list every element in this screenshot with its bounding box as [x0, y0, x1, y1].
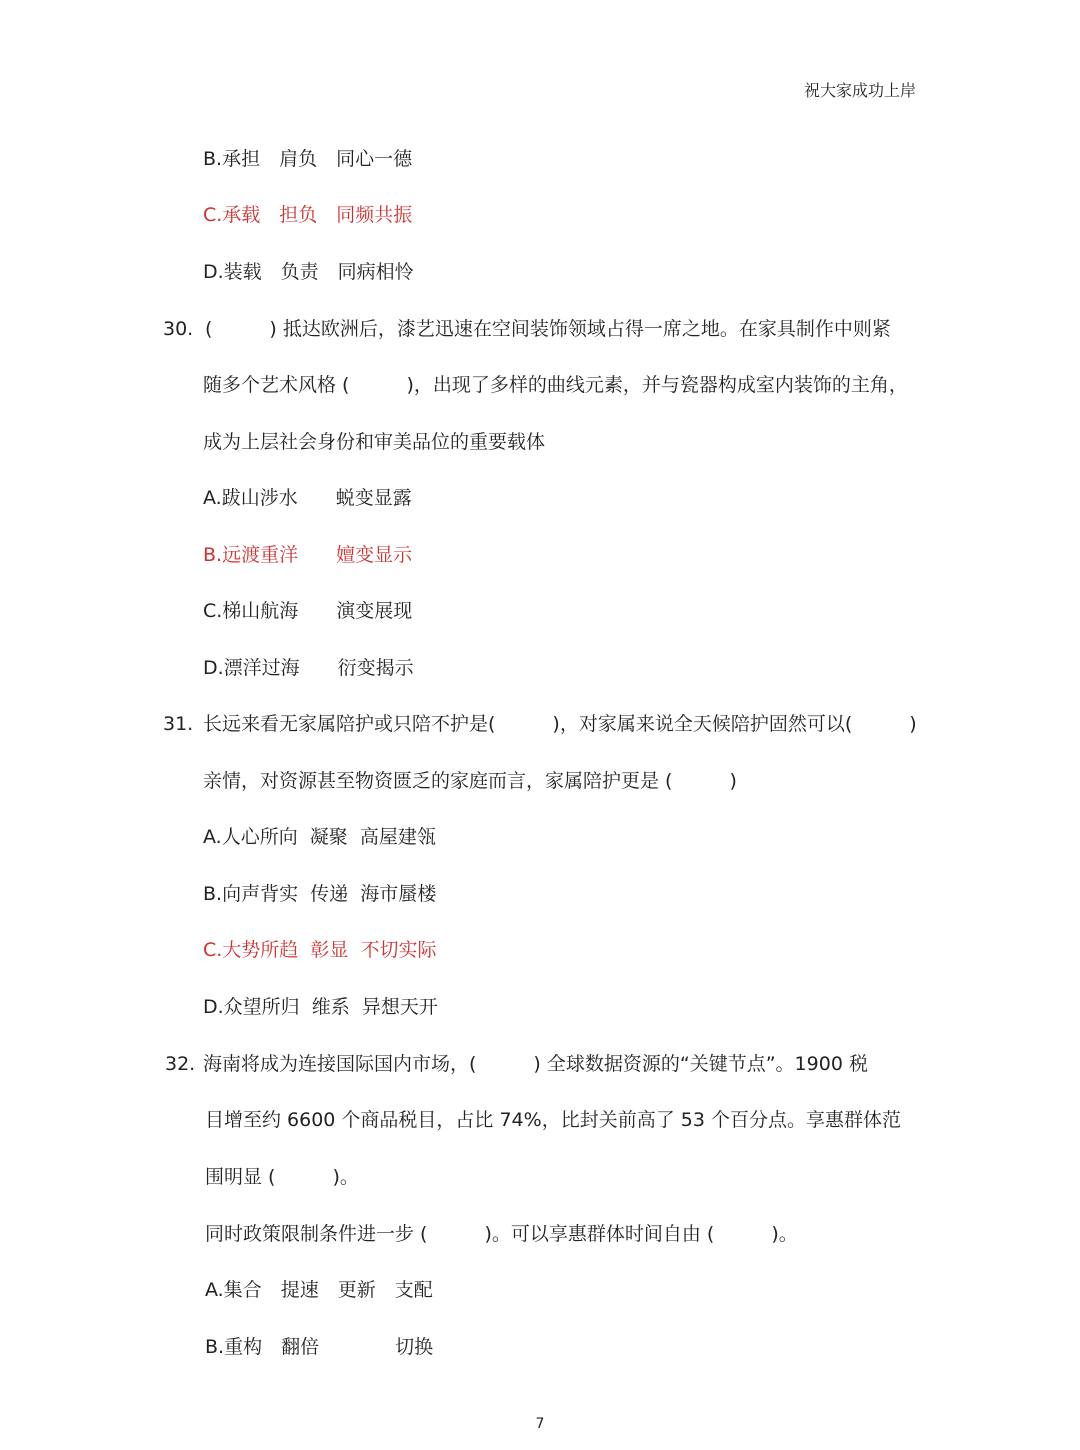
q31-stem-line-1: 长远来看无家属陪护或只陪不护是( )，对家属来说全天候陪护固然可以( )	[203, 713, 917, 735]
q29-option-b: B.承担 肩负 同心一德	[203, 148, 413, 170]
q30-option-a: A.跋山涉水 蜕变显露	[203, 487, 412, 509]
q31-number: 31.	[163, 713, 194, 735]
q30-number: 30.	[163, 318, 194, 340]
q31-option-a: A.人心所向 凝聚 高屋建瓴	[203, 826, 436, 848]
q32-stem-line-1: 海南将成为连接国际国内市场，( ) 全球数据资源的“关键节点”。1900 税	[203, 1053, 868, 1075]
q31-stem-line-2: 亲情，对资源甚至物资匮乏的家庭而言，家属陪护更是 ( )	[203, 770, 737, 792]
q32-stem-line-2: 目增至约 6600 个商品税目，占比 74%，比封关前高了 53 个百分点。享惠群体范	[205, 1109, 901, 1131]
q30-option-c: C.梯山航海 演变展现	[203, 600, 413, 622]
q31-option-d: D.众望所归 维系 异想天开	[203, 996, 438, 1018]
q32-option-a: A.集合 提速 更新 支配	[205, 1279, 433, 1301]
q30-option-b: B.远渡重洋 嬗变显示	[203, 544, 413, 566]
q32-number: 32.	[165, 1053, 196, 1075]
q32-option-b: B.重构 翻倍 切换	[205, 1336, 434, 1358]
q31-option-c: C.大势所趋 彰显 不切实际	[203, 939, 437, 961]
q30-option-d: D.漂洋过海 衍变揭示	[203, 657, 414, 679]
q30-stem-line-3: 成为上层社会身份和审美品位的重要载体	[203, 431, 546, 453]
page-number: 7	[535, 1416, 545, 1432]
q30-stem-line-2: 随多个艺术风格 ( )，出现了多样的曲线元素，并与瓷器构成室内装饰的主角，	[203, 374, 908, 396]
q31-option-b: B.向声背实 传递 海市蜃楼	[203, 883, 437, 905]
header-slogan: 祝大家成功上岸	[803, 81, 916, 100]
q32-stem-line-4: 同时政策限制条件进一步 ( )。可以享惠群体时间自由 ( )。	[205, 1223, 798, 1245]
q30-stem-line-1: ( ) 抵达欧洲后，漆艺迅速在空间装饰领域占得一席之地。在家具制作中则紧	[205, 318, 891, 340]
q29-option-d: D.装载 负责 同病相怜	[203, 261, 414, 283]
q29-option-c: C.承载 担负 同频共振	[203, 204, 413, 226]
q32-stem-line-3: 围明显 ( )。	[205, 1166, 359, 1188]
